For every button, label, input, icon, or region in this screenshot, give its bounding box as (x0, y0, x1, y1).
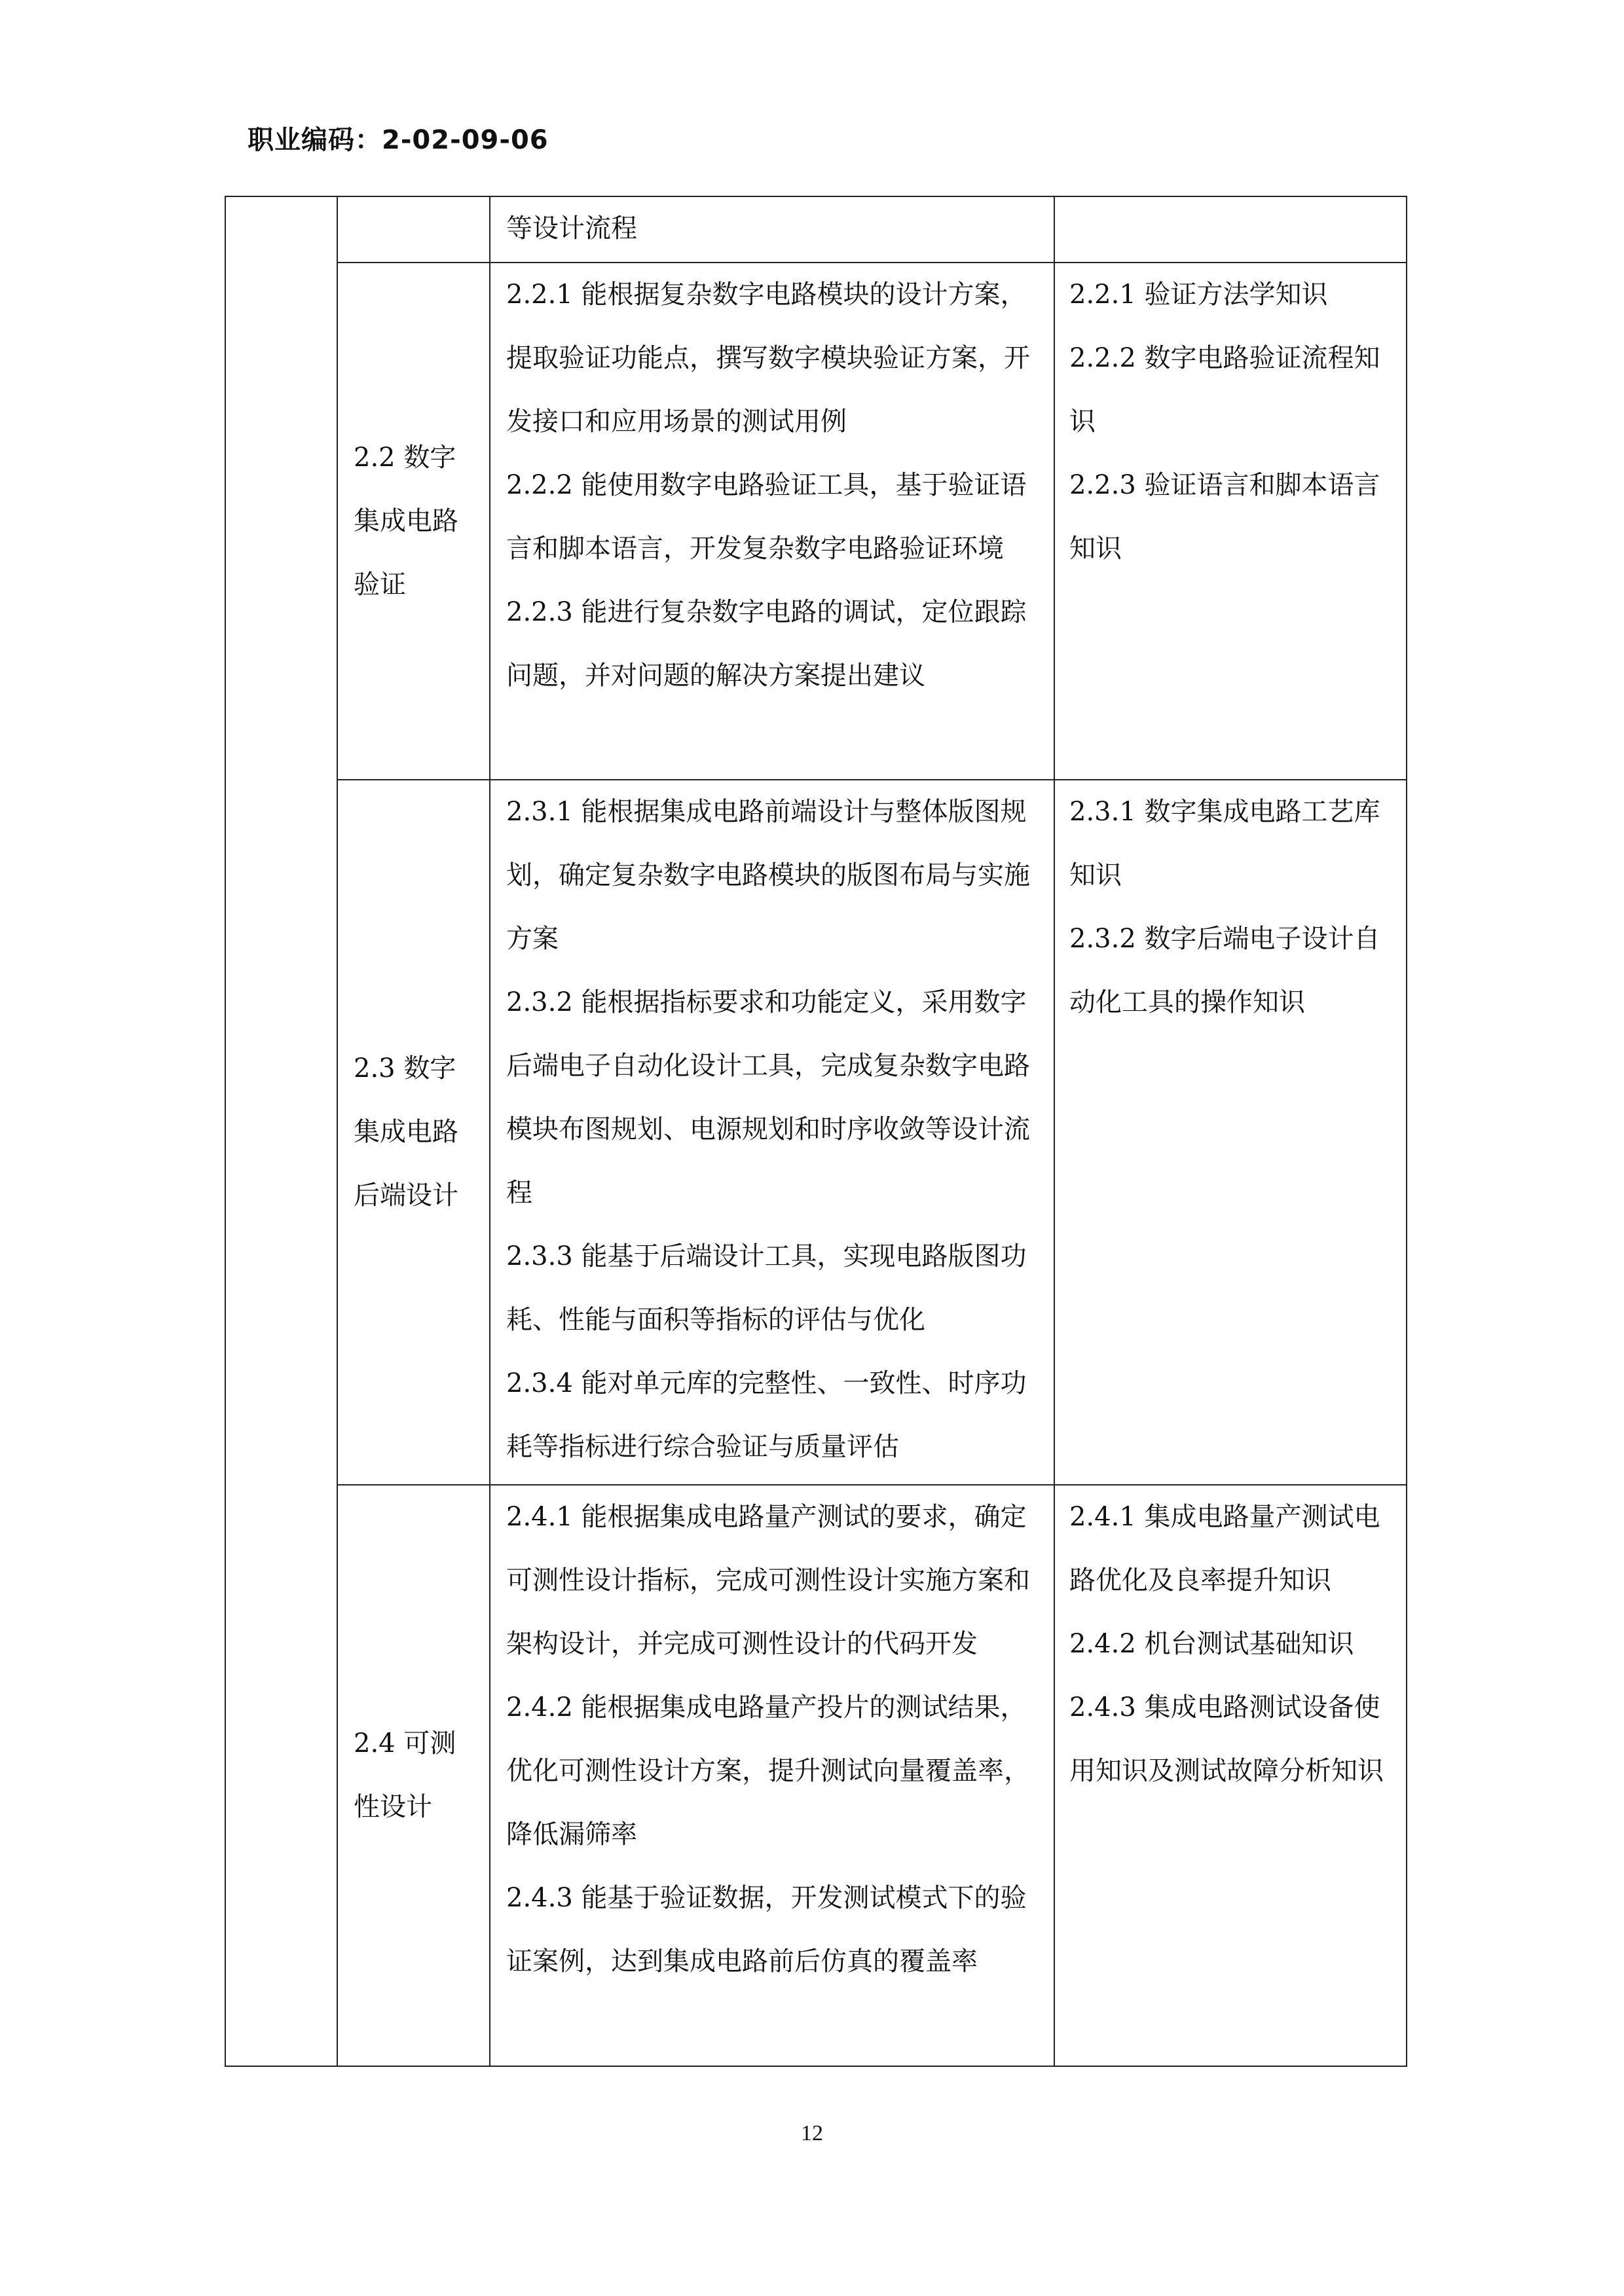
table-row (225, 780, 1407, 1485)
related-knowledge-cell (1054, 780, 1407, 1485)
knowledge-item: 2.3.2 数字后端电子设计自动化工具的操作知识 (1069, 924, 1380, 1017)
table-row (225, 1485, 1407, 2066)
skill-item: 2.4.1 能根据集成电路量产测试的要求，确定可测性设计指标，完成可测性设计实施方案和架构设计，并完成可测性设计的代码开发 (506, 1502, 1030, 1659)
knowledge-item: 2.2.3 验证语言和脚本语言知识 (1069, 470, 1380, 564)
skill-item: 2.4.3 能基于验证数据，开发测试模式下的验证案例，达到集成电路前后仿真的覆盖率 (506, 1883, 1027, 1977)
table-row (225, 263, 1407, 780)
knowledge-item: 2.4.3 集成电路测试设备使用知识及测试故障分析知识 (1069, 1692, 1384, 1786)
skill-continuation-text: 等设计流程 (506, 213, 637, 244)
cell-level-blank (225, 196, 337, 2066)
cell-knowledge-continuation (1054, 196, 1407, 263)
occupation-code: 职业编码：2-02-09-06 (248, 125, 549, 155)
skill-requirements-cell (490, 1485, 1054, 2066)
cell-skill-continuation (490, 196, 1054, 263)
job-content-cell (337, 780, 490, 1485)
skill-item: 2.2.3 能进行复杂数字电路的调试，定位跟踪问题，并对问题的解决方案提出建议 (506, 597, 1027, 691)
table-row-continuation (225, 196, 1407, 263)
skill-item: 2.2.1 能根据复杂数字电路模块的设计方案，提取验证功能点，撰写数字模块验证方案，开发接口和应用场景的测试用例 (506, 280, 1030, 437)
knowledge-item: 2.3.1 数字集成电路工艺库知识 (1069, 797, 1380, 890)
cell-job-blank (337, 196, 490, 263)
job-content: 2.3 数字集成电路后端设计 (354, 1053, 458, 1211)
skill-item: 2.4.2 能根据集成电路量产投片的测试结果，优化可测性设计方案，提升测试向量覆盖率，降低漏筛率 (506, 1692, 1030, 1850)
knowledge-item: 2.4.1 集成电路量产测试电路优化及良率提升知识 (1069, 1502, 1380, 1595)
skills-table (225, 196, 1407, 2067)
knowledge-item: 2.2.1 验证方法学知识 (1069, 280, 1328, 310)
related-knowledge-cell (1054, 1485, 1407, 2066)
knowledge-item: 2.4.2 机台测试基础知识 (1069, 1629, 1354, 1659)
job-content: 2.4 可测性设计 (354, 1728, 456, 1822)
job-content-cell (337, 263, 490, 780)
skill-item: 2.3.1 能根据集成电路前端设计与整体版图规划，确定复杂数字电路模块的版图布局与实施方案 (506, 797, 1030, 954)
skill-item: 2.3.2 能根据指标要求和功能定义，采用数字后端电子自动化设计工具，完成复杂数字电路模块布图规划、电源规划和时序收敛等设计流程 (506, 987, 1030, 1208)
job-content: 2.2 数字集成电路验证 (354, 442, 458, 600)
skill-requirements-cell (490, 780, 1054, 1485)
page-number: 12 (801, 2121, 823, 2145)
skill-requirements-cell (490, 263, 1054, 780)
related-knowledge-cell (1054, 263, 1407, 780)
skill-item: 2.3.4 能对单元库的完整性、一致性、时序功耗等指标进行综合验证与质量评估 (506, 1368, 1027, 1462)
skill-item: 2.2.2 能使用数字电路验证工具，基于验证语言和脚本语言，开发复杂数字电路验证环境 (506, 470, 1027, 564)
knowledge-item: 2.2.2 数字电路验证流程知识 (1069, 343, 1380, 437)
job-content-cell (337, 1485, 490, 2066)
skill-item: 2.3.3 能基于后端设计工具，实现电路版图功耗、性能与面积等指标的评估与优化 (506, 1241, 1027, 1335)
